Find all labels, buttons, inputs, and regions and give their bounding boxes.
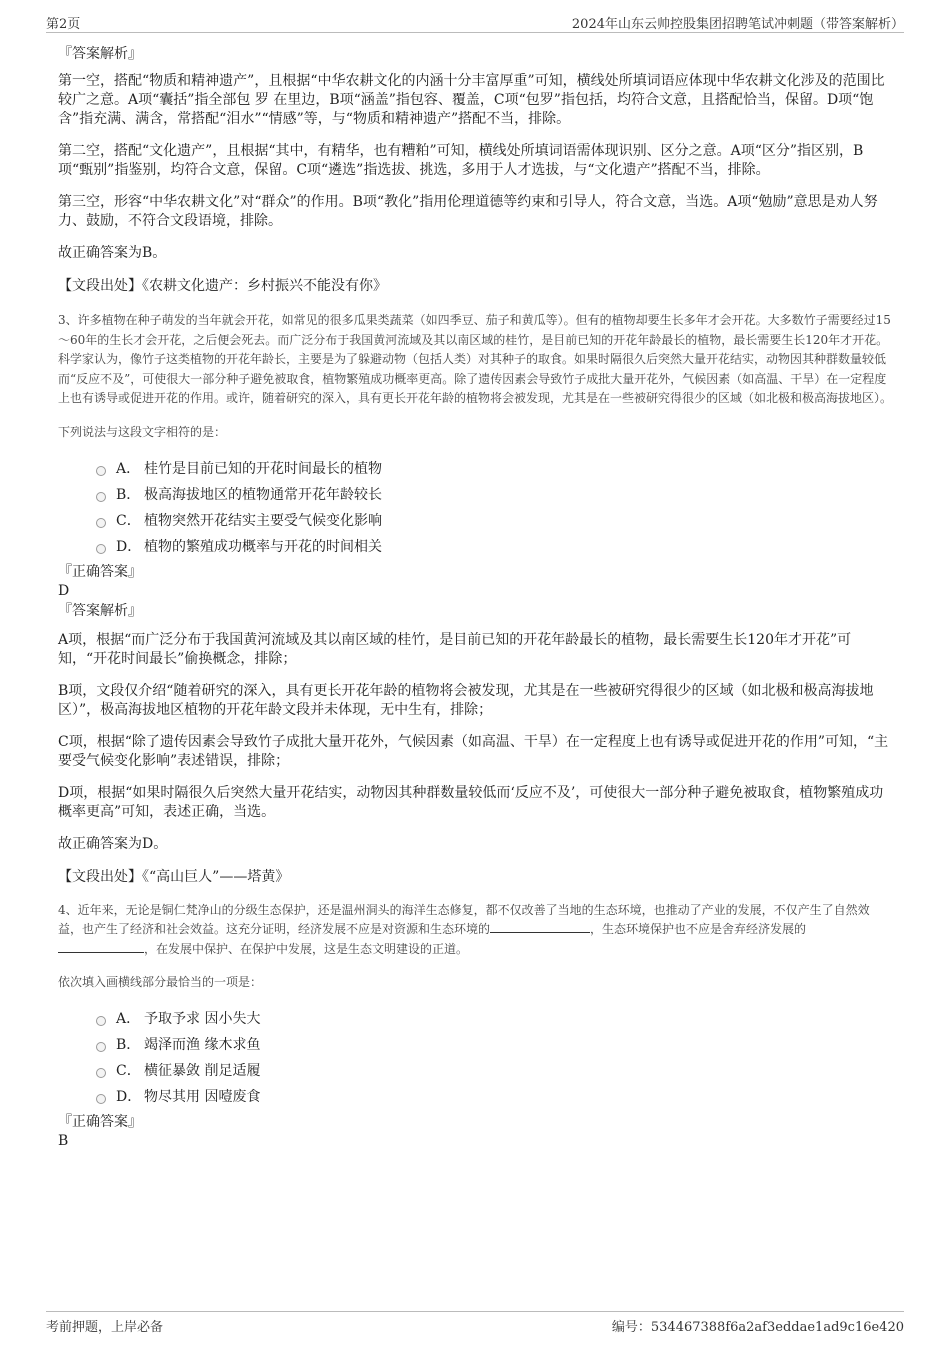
q4-text-part-2: ，生态环境保护也不应是舍弃经济发展的 <box>590 922 807 936</box>
q2-source: 【文段出处】《农耕文化遗产：乡村振兴不能没有你》 <box>58 278 387 294</box>
option-text: 横征暴敛 削足适履 <box>144 1063 261 1079</box>
page-content <box>58 44 892 1151</box>
option-text: 植物的繁殖成功概率与开花的时间相关 <box>144 538 382 555</box>
option-text: 物尽其用 因噎废食 <box>144 1089 261 1105</box>
q2-analysis-label: 『答案解析』 <box>58 46 142 62</box>
fill-blank-2 <box>58 940 144 953</box>
radio-icon[interactable] <box>96 466 106 476</box>
radio-icon[interactable] <box>96 492 106 502</box>
q3-source: 【文段出处】《“高山巨人”——塔黄》 <box>58 868 290 885</box>
q3-option-d[interactable] <box>58 534 892 560</box>
page-footer <box>46 1311 904 1338</box>
option-letter: D． <box>116 1089 142 1105</box>
q3-prompt: 下列说法与这段文字相符的是： <box>58 424 227 439</box>
q3-analysis-c: C项，根据“除了遗传因素会导致竹子成批大量开花外，气候因素（如高温、干旱）在一定程度上也有诱导或促进开花的作用”可知，“主要受气候变化影响”表述错误，排除； <box>58 733 889 769</box>
q4-options <box>58 1006 892 1110</box>
option-letter: B． <box>116 486 141 503</box>
radio-icon[interactable] <box>96 1068 106 1078</box>
q3-answer-label: 『正确答案』 <box>58 563 142 580</box>
q3-conclusion: 故正确答案为D。 <box>58 835 168 852</box>
q3-answer: D <box>58 582 70 599</box>
footer-slogan: 考前押题，上岸必备 <box>46 1320 164 1335</box>
page-number: 第2页 <box>46 17 81 32</box>
option-letter: A． <box>116 460 141 477</box>
option-text: 极高海拔地区的植物通常开花年龄较长 <box>144 486 382 503</box>
q3-analysis-a: A项，根据“而广泛分布于我国黄河流域及其以南区域的桂竹，是目前已知的开花年龄最长的植物，最长需要生长120年才开花”可知，“开花时间最长”偷换概念，排除； <box>58 631 852 667</box>
document-code: 编号：534467388f6a2af3eddae1ad9c16e420 <box>611 1320 904 1335</box>
radio-icon[interactable] <box>96 1094 106 1104</box>
q2-analysis-paragraph-1: 第一空，搭配“物质和精神遗产”，且根据“中华农耕文化的内涵十分丰富厚重”可知，横线处所填词语应体现中华农耕文化涉及的范围比较广之意。A项“囊括”指全部包 罗 在里边，B项“涵盖”指包容、覆盖，C项“包罗”指包括，均符合文意，且搭配恰当，保留。D项“饱含”指充满、满含，常搭配“泪水”“情感”等，与“物质和精神遗产”搭配不当，排除。 <box>58 73 885 127</box>
q4-answer-label: 『正确答案』 <box>58 1114 142 1130</box>
option-text: 桂竹是目前已知的开花时间最长的植物 <box>144 460 382 477</box>
q4-text <box>58 901 892 960</box>
radio-icon[interactable] <box>96 1016 106 1026</box>
option-text: 予取予求 因小失大 <box>144 1011 261 1027</box>
q4-option-c[interactable] <box>58 1058 892 1084</box>
option-text: 植物突然开花结实主要受气候变化影响 <box>144 512 382 529</box>
q3-option-c[interactable] <box>58 508 892 534</box>
radio-icon[interactable] <box>96 544 106 554</box>
radio-icon[interactable] <box>96 1042 106 1052</box>
q4-text-part-1: 4、近年来，无论是铜仁梵净山的分级生态保护，还是温州洞头的海洋生态修复，都不仅改善了当地的生态环境，也推动了产业的发展，不仅产生了自然效益，也产生了经济和社会效益。这充分证明，经济发展不应是对资源和生态环境的 <box>58 902 870 936</box>
radio-icon[interactable] <box>96 518 106 528</box>
q3-option-a[interactable] <box>58 456 892 482</box>
q4-option-a[interactable] <box>58 1006 892 1032</box>
fill-blank-1 <box>490 920 590 933</box>
q3-options <box>58 456 892 560</box>
q2-analysis-paragraph-3: 第三空，形容“中华农耕文化”对“群众”的作用。B项“教化”指用伦理道德等约束和引导人，符合文意，当选。A项“勉励”意思是劝人努力、鼓励，不符合文段语境，排除。 <box>58 194 878 229</box>
option-letter: C． <box>116 512 141 529</box>
option-letter: A． <box>116 1011 141 1027</box>
option-letter: C． <box>116 1063 141 1079</box>
q4-option-b[interactable] <box>58 1032 892 1058</box>
q3-text: 3、许多植物在种子萌发的当年就会开花，如常见的很多瓜果类蔬菜（如四季豆、茄子和黄瓜等）。但有的植物却要生长多年才会开花。大多数竹子需要经过15～60年的生长才会开花，之后便会死去。而广泛分布于我国黄河流域及其以南区域的桂竹，是目前已知的开花年龄最长的植物，最长需要生长120年才开花。科学家认为，像竹子这类植物的开花年龄长，主要是为了躲避动物（包括人类）对其种子的取食。如果时隔很久后突然大量开花结实，动物因其种群数量较低而“反应不及”，可使很大一部分种子避免被取食，植物繁殖成功概率更高。除了遗传因素会导致竹子成批大量开花外，气候因素（如高温、干旱）在一定程度上也有诱导或促进开花的作用。或许，随着研究的深入，具有更长开花年龄的植物将会被发现，尤其是在一些被研究得很少的区域（如北极和极高海拔地区）。 <box>58 313 893 405</box>
q4-answer: B <box>58 1133 69 1149</box>
q2-analysis-paragraph-2: 第二空，搭配“文化遗产”，且根据“其中，有精华，也有糟粕”可知，横线处所填词语需体现识别、区分之意。A项“区分”指区别，B项“甄别”指鉴别，均符合文意，保留。C项“遴选”指选拔、挑选，多用于人才选拔，与“文化遗产”搭配不当，排除。 <box>58 143 864 178</box>
document-title: 2024年山东云帅控股集团招聘笔试冲刺题（带答案解析） <box>571 17 904 32</box>
q4-text-part-3: ，在发展中保护、在保护中发展，这是生态文明建设的正道。 <box>144 941 469 956</box>
q4-option-d[interactable] <box>58 1084 892 1110</box>
q4-prompt: 依次填入画横线部分最恰当的一项是： <box>58 975 263 989</box>
option-letter: D． <box>116 538 142 555</box>
option-text: 竭泽而渔 缘木求鱼 <box>144 1037 261 1053</box>
q3-analysis-b: B项，文段仅介绍“随着研究的深入，具有更长开花年龄的植物将会被发现，尤其是在一些被研究得很少的区域（如北极和极高海拔地区）”，极高海拔地区植物的开花年龄文段并未体现，无中生有，排除； <box>58 682 874 718</box>
q2-conclusion: 故正确答案为B。 <box>58 245 167 261</box>
q3-analysis-label: 『答案解析』 <box>58 602 142 619</box>
option-letter: B． <box>116 1037 141 1053</box>
q3-option-b[interactable] <box>58 482 892 508</box>
page-header <box>46 10 904 33</box>
q3-analysis-d: D项，根据“如果时隔很久后突然大量开花结实，动物因其种群数量较低而‘反应不及’，可使很大一部分种子避免被取食，植物繁殖成功概率更高”可知，表述正确，当选。 <box>58 784 884 820</box>
